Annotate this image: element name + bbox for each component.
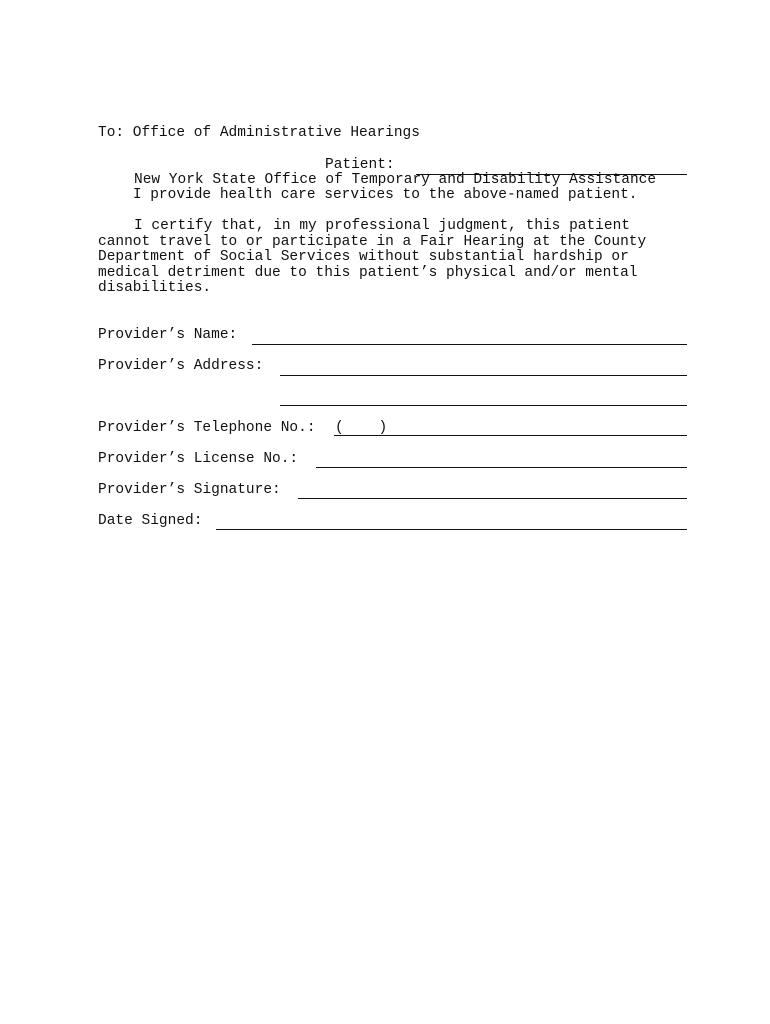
certification-statement (98, 219, 698, 297)
patient-label: Patient: (325, 157, 395, 173)
provider-address-field-line2[interactable] (280, 405, 687, 406)
patient-name-field[interactable] (416, 174, 687, 175)
certification-remaining-text: cannot travel to or participate in a Fair Hearing at the County Department of Social Services without substantial hardship or medical detriment due to this patient’s physical and/or mental disabilities. (98, 233, 647, 296)
provider-address-field-line1[interactable] (280, 375, 687, 376)
provider-signature-field[interactable] (298, 498, 687, 499)
date-signed-label: Date Signed: (98, 513, 203, 529)
provider-name-field[interactable] (252, 344, 687, 345)
certification-first-line: I certify that, in my professional judgment, this patient (134, 218, 630, 234)
recipient-agency: New York State Office of Temporary and Disability Assistance (134, 171, 657, 188)
services-statement-text: I provide health care services to the above-named patient. (132, 187, 638, 203)
recipient-office: To: Office of Administrative Hearings (98, 125, 420, 141)
provider-telephone-field[interactable] (334, 435, 687, 436)
provider-license-label: Provider’s License No.: (98, 451, 299, 467)
date-signed-field[interactable] (216, 529, 687, 530)
provider-telephone-label: Provider’s Telephone No.: (98, 420, 316, 436)
provider-signature-label: Provider’s Signature: (98, 482, 281, 498)
telephone-area-code: ( ) (335, 420, 388, 436)
provider-license-field[interactable] (316, 467, 687, 468)
services-statement (98, 188, 638, 204)
provider-name-label: Provider’s Name: (98, 327, 238, 343)
provider-address-label: Provider’s Address: (98, 358, 264, 374)
